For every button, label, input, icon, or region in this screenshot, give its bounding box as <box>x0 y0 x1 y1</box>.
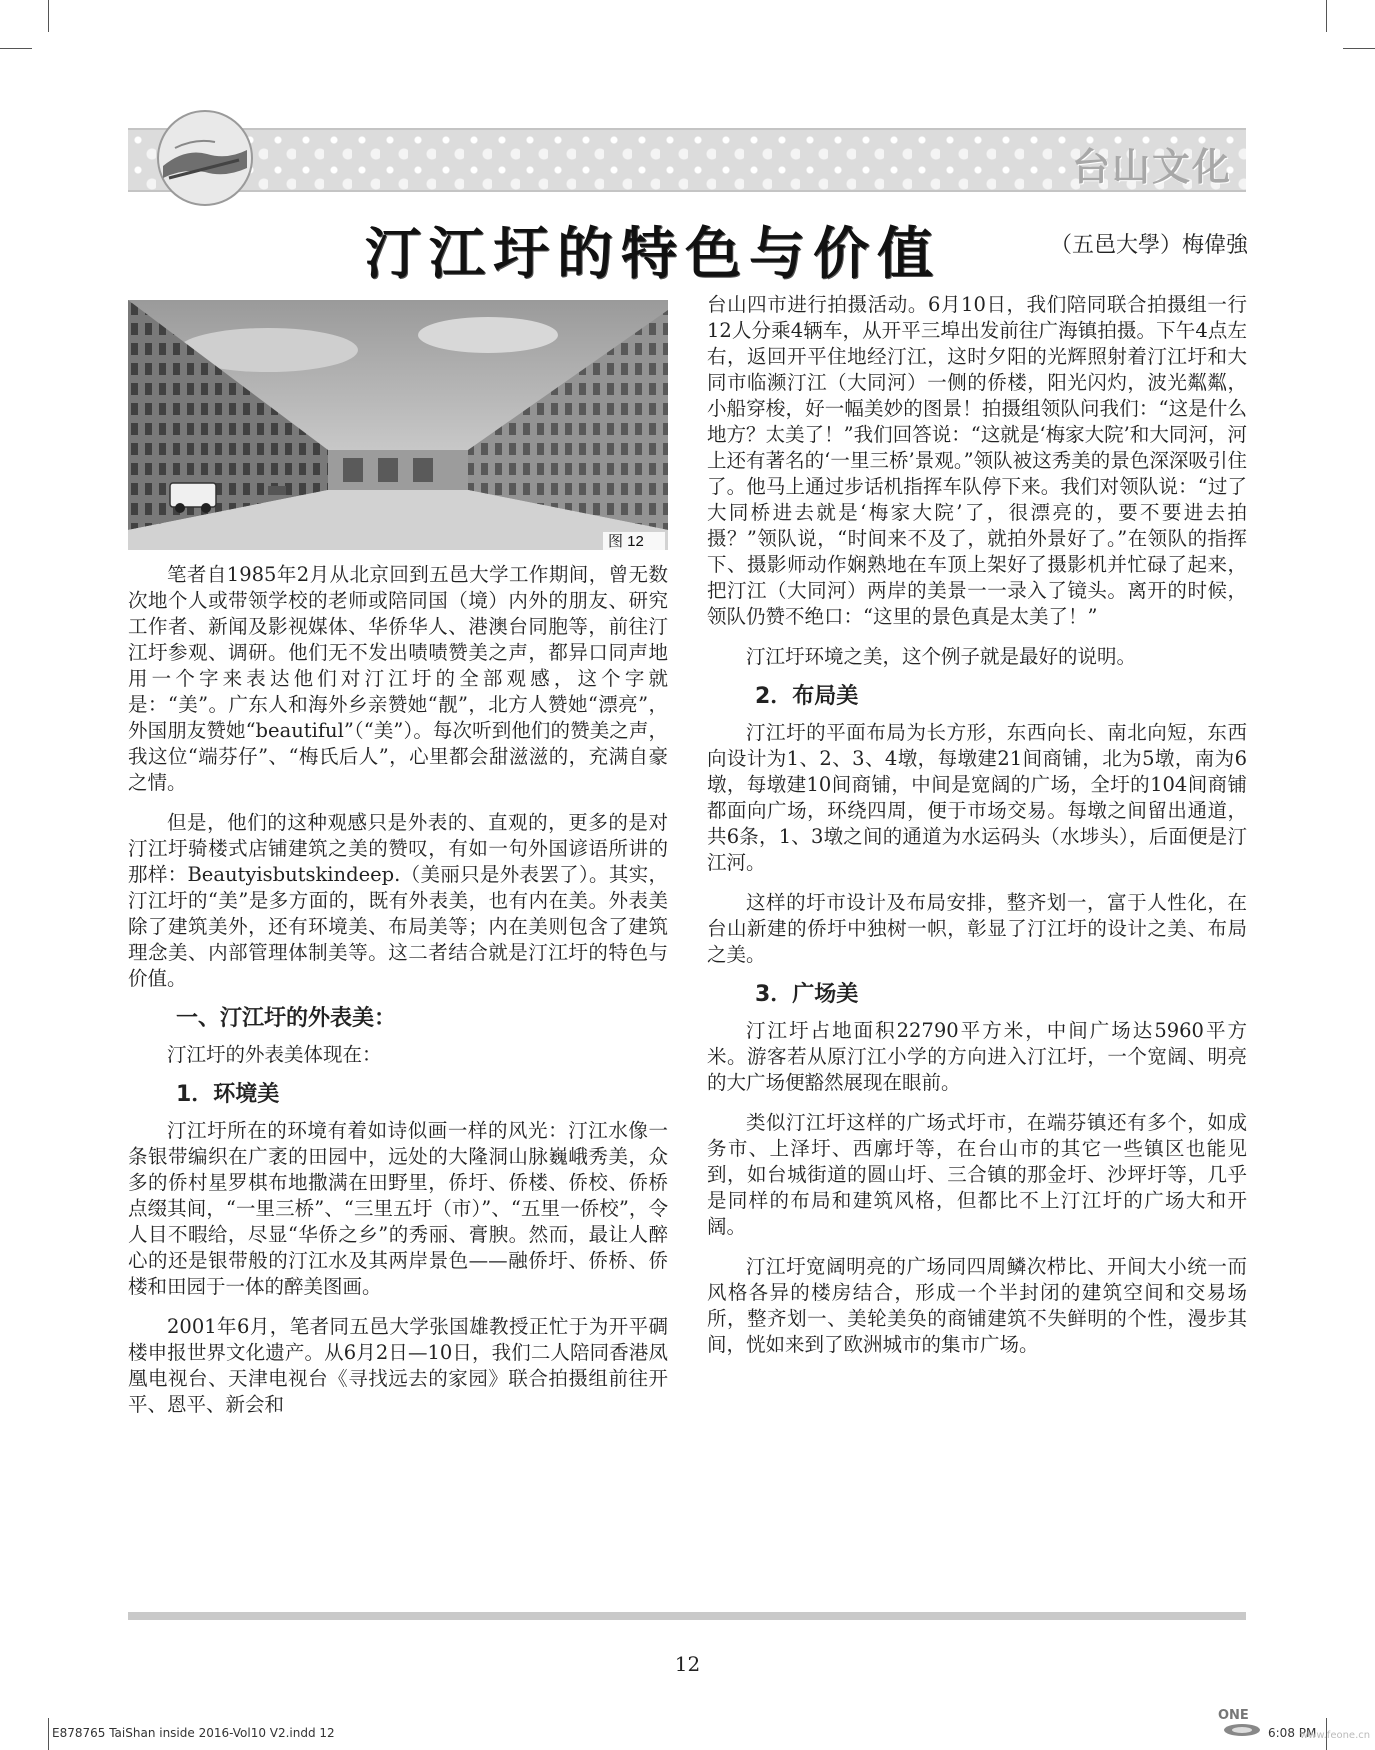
right-column <box>707 292 1247 1372</box>
subsection-heading: 2．布局美 <box>755 684 859 709</box>
paragraph: 汀江圩宽阔明亮的广场同四周鳞次栉比、开间大小统一而风格各异的楼房结合，形成一个半封闭的建筑空间和交易场所，整齐划一、美轮美奂的商铺建筑不失鲜明的个性，漫步其间，恍如来到了欧洲城市的集市广场。 <box>707 1255 1247 1356</box>
print-file-info: E878765 TaiShan inside 2016-Vol10 V2.indd 12 <box>52 1726 335 1740</box>
section-banner <box>128 128 1246 192</box>
crop-mark <box>1326 0 1327 32</box>
left-column <box>128 562 668 1432</box>
crop-mark <box>48 1718 49 1750</box>
watermark-text: www.feone.cn <box>1300 1730 1371 1741</box>
paragraph: 汀江圩的平面布局为长方形，东西向长、南北向短，东西向设计为1、2、3、4墩，每墩建21间商铺，北为5墩，南为6墩，每墩建10间商铺，中间是宽阔的广场，全圩的104间商铺都面向广场，环绕四周，便于市场交易。每墩之间留出通道，共6条，1、3墩之间的通道为水运码头（水埗头），后面便是汀江河。 <box>707 721 1247 874</box>
paragraph: 但是，他们的这种观感只是外表的、直观的，更多的是对汀江圩骑楼式店铺建筑之美的赞叹，有如一句外国谚语所讲的那样：Beautyisbutskindeep.（美丽只是外表罢了）。其实，汀江圩的“美”是多方面的，既有外表美，也有内在美。外表美除了建筑美外，还有环境美、布局美等；内在美则包含了建筑理念美、内部管理体制美等。这二者结合就是汀江圩的特色与价值。 <box>128 811 668 990</box>
street-photo <box>128 300 668 550</box>
section-title: 台山文化 <box>1071 145 1232 189</box>
section-heading: 一、汀江圩的外表美： <box>176 1006 397 1031</box>
brand-mark-icon <box>1222 1722 1262 1738</box>
paragraph: 台山四市进行拍摄活动。6月10日，我们陪同联合拍摄组一行12人分乘4辆车，从开平三埠出发前往广海镇拍摄。下午4点左右，返回开平住地经汀江，这时夕阳的光辉照射着汀江圩和大同市临濒汀江（大同河）一侧的侨楼，阳光闪灼，波光粼粼，小船穿梭，好一幅美妙的图景！拍摄组领队问我们：“这是什么地方？太美了！”我们回答说：“这就是‘梅家大院’和大同河，河上还有著名的‘一里三桥’景观。”领队被这秀美的景色深深吸引住了。他马上通过步话机指挥车队停下来。我们对领队说：“过了大同桥进去就是‘梅家大院’了，很漂亮的，要不要进去拍摄？”领队说，“时间来不及了，就拍外景好了。”在领队的指挥下、摄影师动作娴熟地在车顶上架好了摄影机并忙碌了起来，把汀江（大同河）两岸的美景一一录入了镜头。离开的时候，领队仍赞不绝口：“这里的景色真是太美了！” <box>707 293 1247 628</box>
paragraph: 汀江圩的外表美体现在： <box>167 1043 382 1066</box>
article-title: 汀江圩的特色与价值 <box>365 222 941 287</box>
print-time: 6:08 PM <box>1268 1726 1317 1740</box>
paragraph: 类似汀江圩这样的广场式圩市，在端芬镇还有多个，如成务市、上泽圩、西廓圩等，在台山市的其它一些镇区也能见到，如台城街道的圆山圩、三合镇的那金圩、沙坪圩等，几乎是同样的布局和建筑风格，但都比不上汀江圩的广场大和开阔。 <box>707 1111 1247 1238</box>
photo-caption: 图 12 <box>608 533 644 550</box>
footer-rule <box>128 1612 1246 1620</box>
brand-logo: ONE <box>1218 1708 1249 1723</box>
crop-mark <box>48 0 49 32</box>
paragraph: 笔者自1985年2月从北京回到五邑大学工作期间，曾无数次地个人或带领学校的老师或陪同国（境）内外的朋友、研究工作者、新闻及影视媒体、华侨华人、港澳台同胞等，前往汀江圩参观、调研。他们无不发出啧啧赞美之声，都异口同声地用一个字来表达他们对汀江圩的全部观感，这个字就是：“美”。广东人和海外乡亲赞她“靓”，北方人赞她“漂亮”，外国朋友赞她“beautiful”（“美”）。每次听到他们的赞美之声，我这位“端芬仔”、“梅氏后人”，心里都会甜滋滋的，充满自豪之情。 <box>128 563 668 794</box>
paragraph: 汀江圩占地面积22790平方米，中间广场达5960平方米。游客若从原汀江小学的方向进入汀江圩，一个宽阔、明亮的大广场便豁然展现在眼前。 <box>707 1019 1247 1094</box>
paragraph: 汀江圩所在的环境有着如诗似画一样的风光：汀江水像一条银带编织在广袤的田园中，远处的大隆洞山脉巍峨秀美，众多的侨村星罗棋布地撒满在田野里，侨圩、侨楼、侨校、侨桥点缀其间，“一里三桥”、“三里五圩（市）”、“五里一侨校”，令人目不暇给，尽显“华侨之乡”的秀丽、膏腴。然而，最让人醉心的还是银带般的汀江水及其两岸景色——融侨圩、侨桥、侨楼和田园于一体的醉美图画。 <box>128 1119 668 1298</box>
paragraph: 这样的圩市设计及布局安排，整齐划一，富于人性化，在台山新建的侨圩中独树一帜，彰显了汀江圩的设计之美、布局之美。 <box>707 891 1247 966</box>
seal-logo-icon <box>155 108 255 208</box>
author-byline: （五邑大學）梅偉強 <box>1050 233 1249 258</box>
subsection-heading: 3．广场美 <box>755 982 859 1007</box>
crop-mark <box>0 48 32 49</box>
paragraph: 汀江圩环境之美，这个例子就是最好的说明。 <box>746 645 1137 668</box>
paragraph: 2001年6月，笔者同五邑大学张国雄教授正忙于为开平碉楼申报世界文化遗产。从6月2日—10日，我们二人陪同香港凤凰电视台、天津电视台《寻找远去的家园》联合拍摄组前往开平、恩平、新会和 <box>128 1315 668 1416</box>
crop-mark <box>1343 48 1375 49</box>
page-number: 12 <box>674 1652 701 1676</box>
subsection-heading: 1．环境美 <box>176 1082 280 1107</box>
